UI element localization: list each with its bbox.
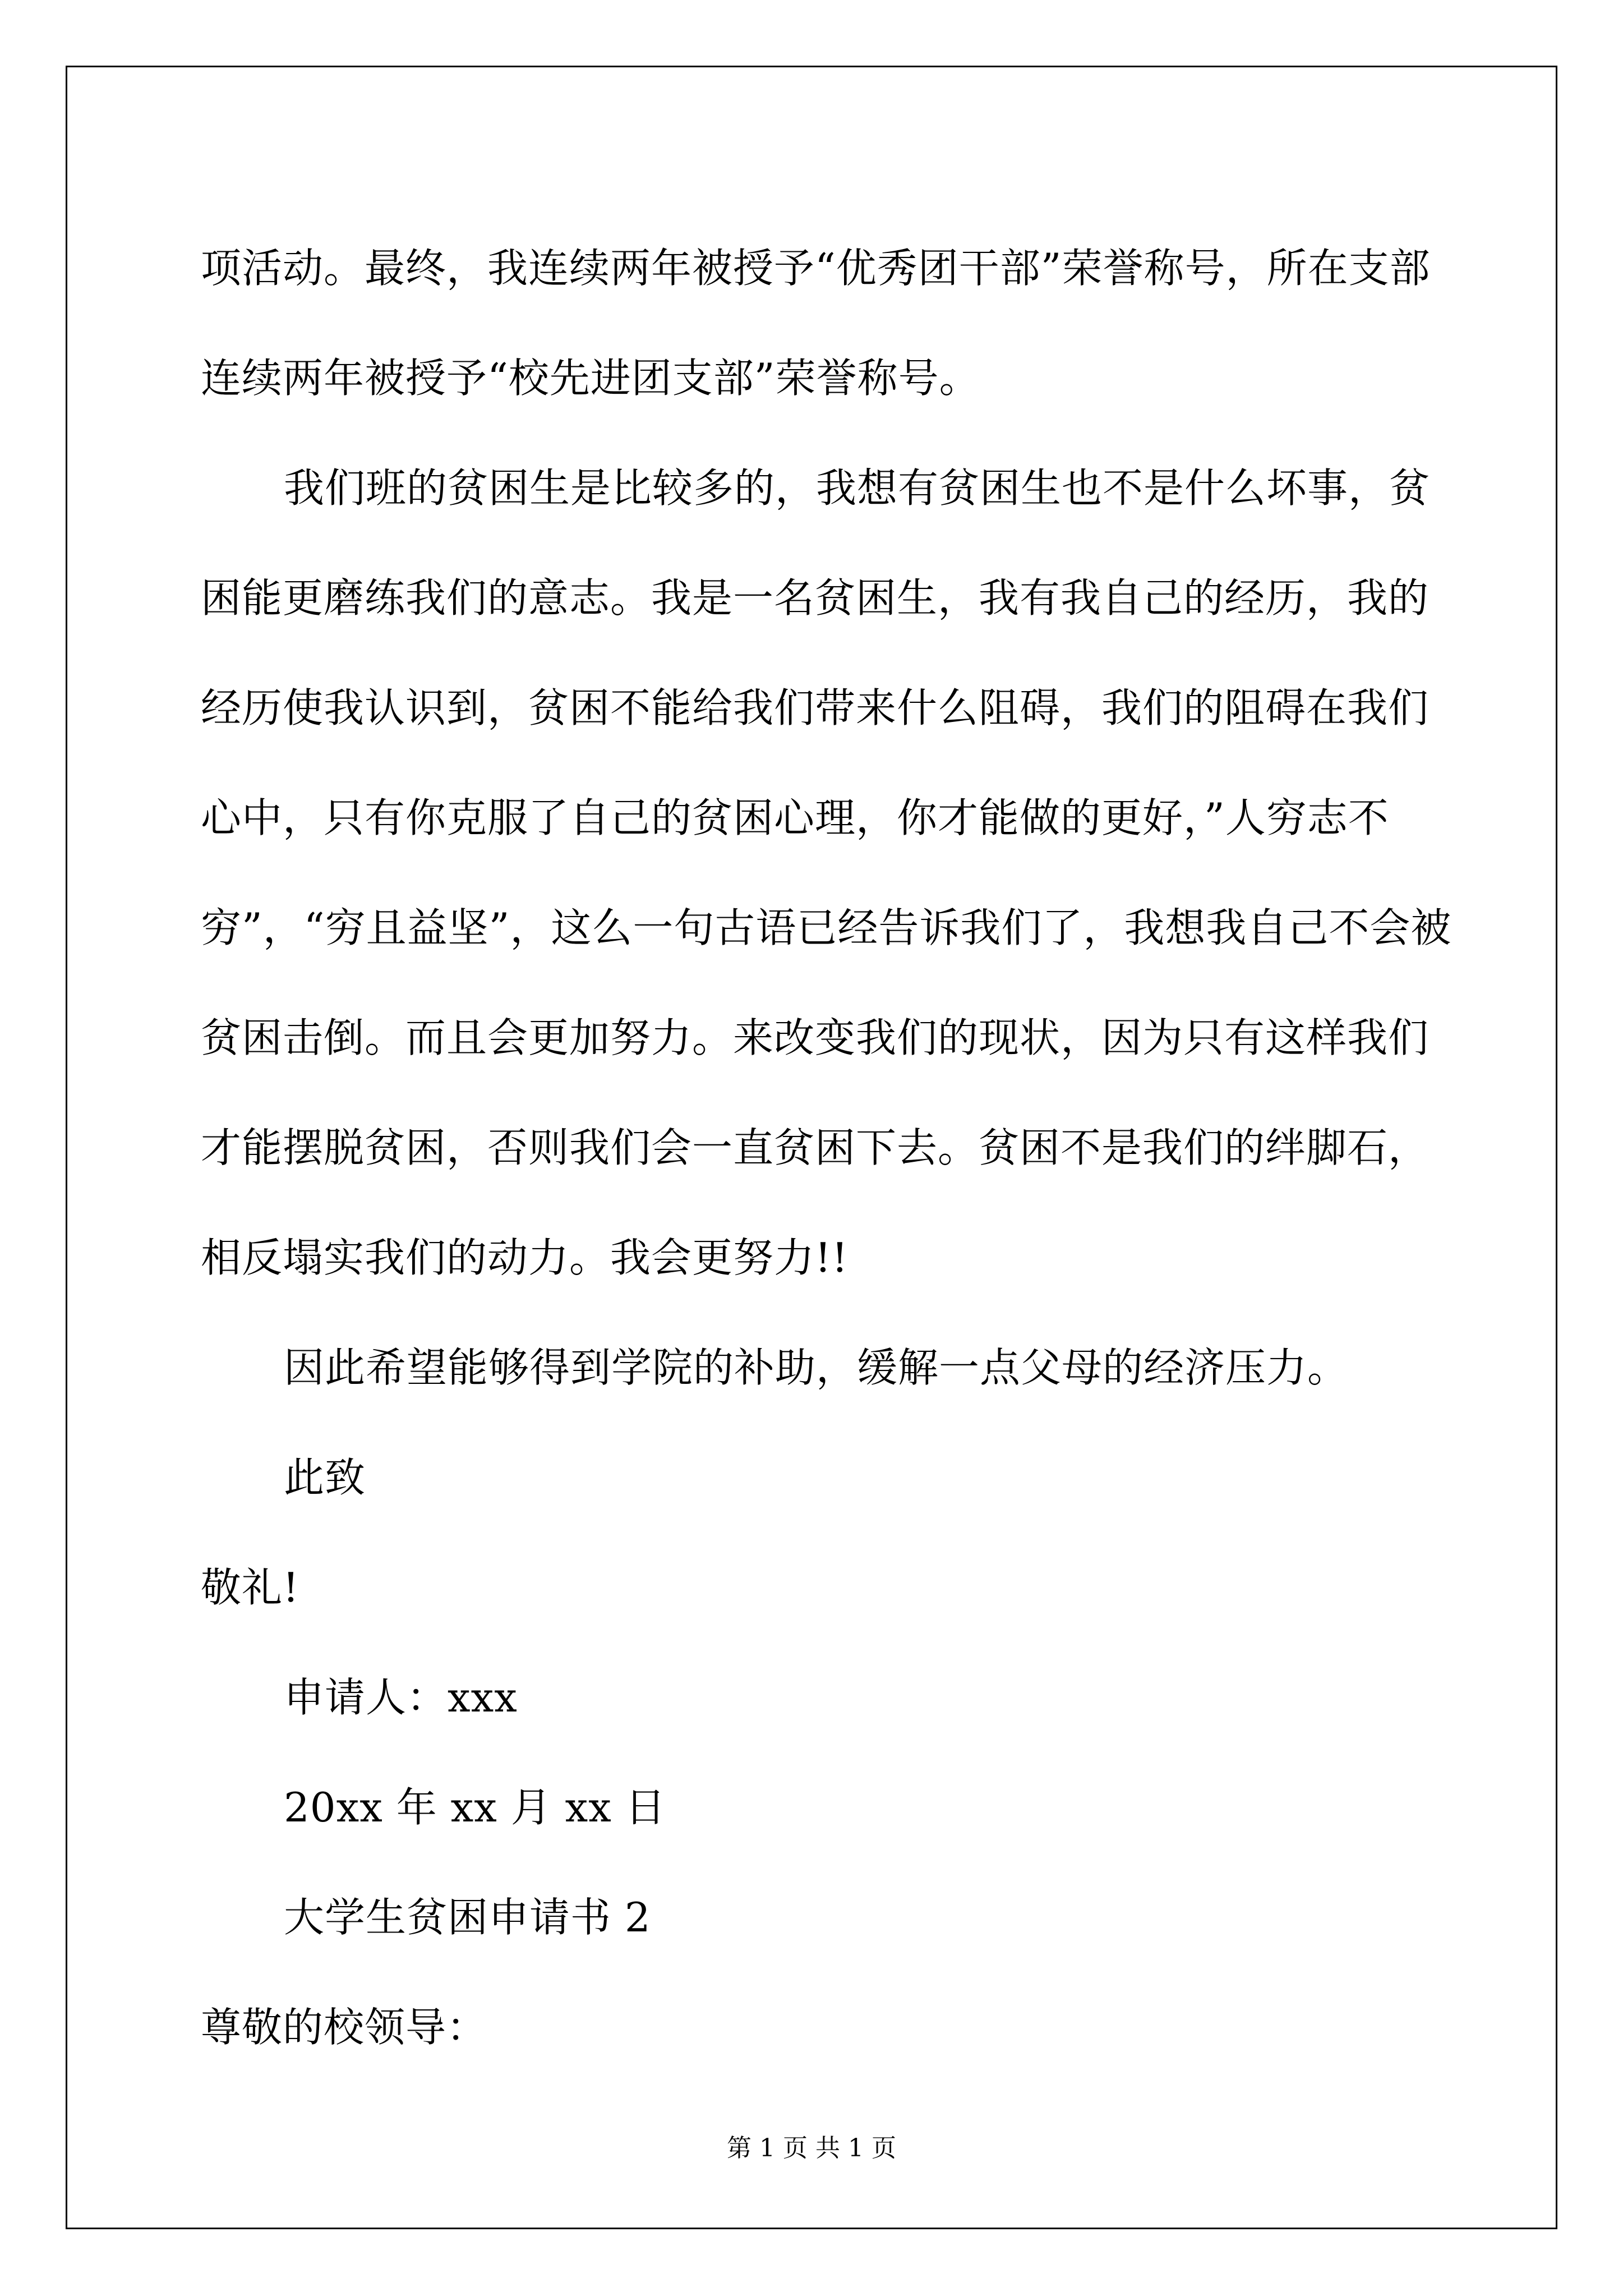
greeting-line: 尊敬的校领导： (201, 2004, 488, 2051)
paragraph-1: 项活动。最终，我连续两年被授予“优秀团干部”荣誉称号，所在支部连续两年被授予“校先进团支部”荣誉称号。 (201, 245, 1431, 402)
page-footer: 第 1 页 共 1 页 (727, 2134, 896, 2162)
document-body (201, 213, 1463, 2082)
applicant-line: 申请人：xxx (284, 1674, 518, 1721)
paragraph-2: 我们班的贫困生是比较多的，我想有贫困生也不是什么坏事，贫困能更磨练我们的意志。我是一名贫困生，我有我自己的经历，我的经历使我认识到，贫困不能给我们带来什么阻碍，我们的阻碍在我们心中，只有你克服了自己的贫困心理，你才能做的更好，”人穷志不穷”，“穷且益坚”，这么一句古语已经告诉我们了，我想我自己不会被贫困击倒。而且会更加努力。来改变我们的现状，因为只有这样我们才能摆脱贫困，否则我们会一直贫困下去。贫困不是我们的绊脚石，相反塌实我们的动力。我会更努力!! (201, 464, 1452, 1281)
section-title: 大学生贫困申请书 2 (284, 1894, 651, 1941)
date-line: 20xx 年 xx 月 xx 日 (284, 1784, 666, 1831)
salutation-regards: 敬礼! (201, 1564, 299, 1611)
paragraph-3: 因此希望能够得到学院的补助，缓解一点父母的经济压力。 (284, 1344, 1349, 1391)
salutation-closing: 此致 (284, 1454, 366, 1501)
